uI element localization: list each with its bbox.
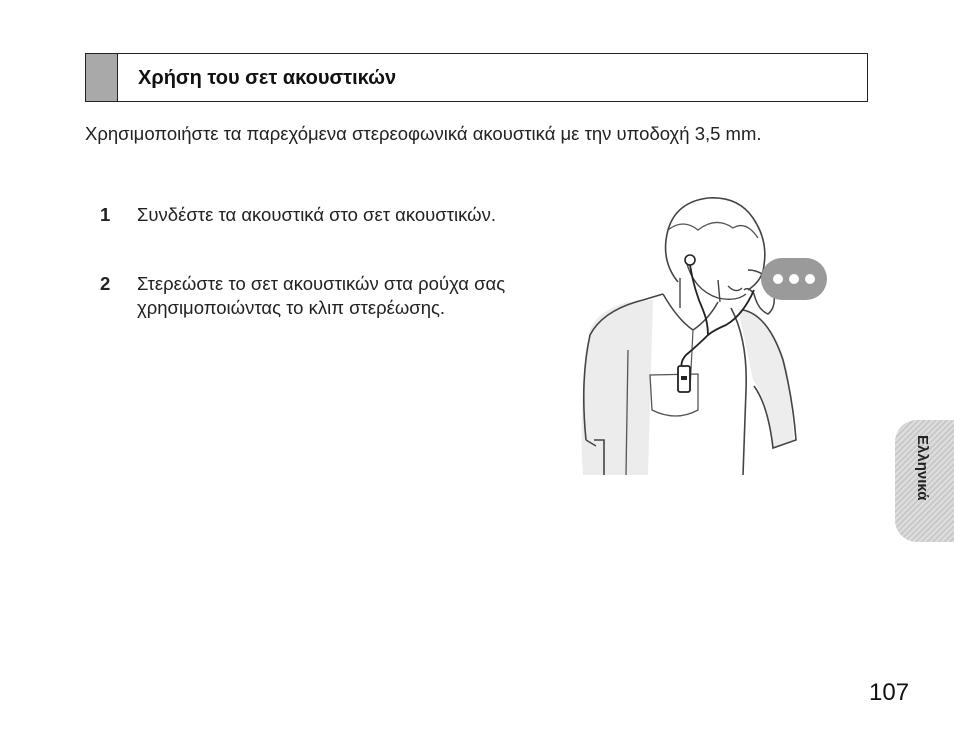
section-title: Χρήση του σετ ακουστικών: [138, 67, 397, 89]
step-number: 1: [100, 204, 111, 225]
intro-paragraph: Χρησιμοποιήστε τα παρεχόμενα στερεοφωνικά ακουστικά με την υποδοχή 3,5 mm.: [85, 123, 762, 144]
section-title-box: [85, 53, 868, 102]
step-text: Στερεώστε το σετ ακουστικών στα ρούχα σας χρησιμοποιώντας το κλιπ στερέωσης.: [137, 273, 506, 318]
language-side-tab: [895, 420, 954, 542]
step-number: 2: [100, 273, 111, 294]
language-tab-label: Ελληνικά: [914, 435, 931, 501]
title-accent-bar: [86, 54, 118, 101]
person-wearing-earphones-illustration: [568, 190, 838, 480]
speech-bubble-ellipsis-icon: [761, 258, 827, 300]
page-number: 107: [869, 679, 910, 706]
step-text: Συνδέστε τα ακουστικά στο σετ ακουστικών.: [137, 204, 496, 225]
